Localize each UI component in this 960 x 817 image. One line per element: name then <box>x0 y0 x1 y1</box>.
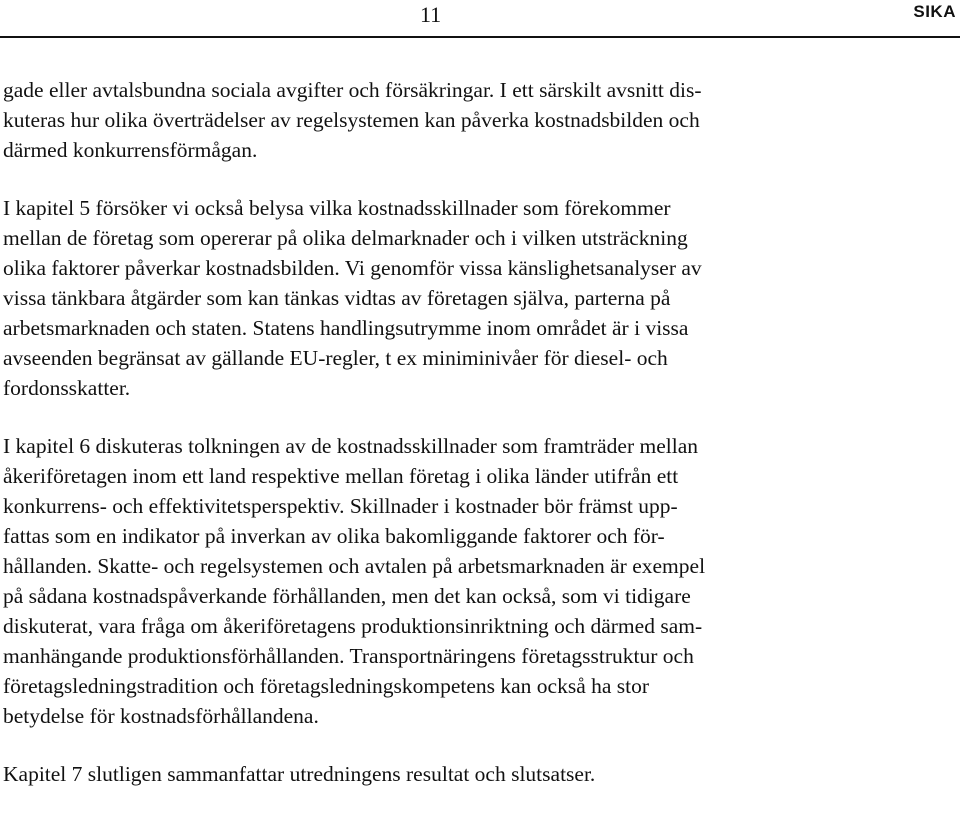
text-line: diskuterat, vara fråga om åkeriföretagens produktionsinriktning och därmed sam- <box>3 614 703 638</box>
text-line: kuteras hur olika överträdelser av regelsystemen kan påverka kostnadsbilden och <box>3 108 700 132</box>
text-line: mellan de företag som opererar på olika delmarknader och i vilken utsträckning <box>3 226 688 250</box>
text-line: fattas som en indikator på inverkan av olika bakomliggande faktorer och för- <box>3 524 665 548</box>
text-line: I kapitel 6 diskuteras tolkningen av de kostnadsskillnader som framträder mellan <box>3 434 698 458</box>
text-line: I kapitel 5 försöker vi också belysa vilka kostnadsskillnader som förekommer <box>3 196 671 220</box>
text-line: åkeriföretagen inom ett land respektive mellan företag i olika länder utifrån ett <box>3 464 679 488</box>
text-line: arbetsmarknaden och staten. Statens handlingsutrymme inom området är i vissa <box>3 316 689 340</box>
sika-logo: SIKA <box>913 2 956 21</box>
paragraph-chapter-5 <box>3 193 943 403</box>
page-number: 11 <box>420 2 442 27</box>
paragraph-chapter-6 <box>3 431 943 731</box>
text-line: på sådana kostnadspåverkande förhållanden, men det kan också, som vi tidigare <box>3 584 691 608</box>
header-divider <box>0 36 960 38</box>
text-line: Kapitel 7 slutligen sammanfattar utredningens resultat och slutsatser. <box>3 762 596 786</box>
text-line: därmed konkurrensförmågan. <box>3 138 258 162</box>
text-line: fordonsskatter. <box>3 376 131 400</box>
text-line: gade eller avtalsbundna sociala avgifter och försäkringar. I ett särskilt avsnitt dis- <box>3 78 702 102</box>
body-text <box>3 75 943 817</box>
paragraph-chapter-7 <box>3 759 943 789</box>
text-line: betydelse för kostnadsförhållandena. <box>3 704 319 728</box>
page-header <box>0 0 960 40</box>
text-line: företagsledningstradition och företagsledningskompetens kan också ha stor <box>3 674 650 698</box>
text-line: hållanden. Skatte- och regelsystemen och avtalen på arbetsmarknaden är exempel <box>3 554 706 578</box>
text-line: konkurrens- och effektivitetsperspektiv. Skillnader i kostnader bör främst upp- <box>3 494 678 518</box>
text-line: olika faktorer påverkar kostnadsbilden. Vi genomför vissa känslighetsanalyser av <box>3 256 702 280</box>
paragraph-intro-continued <box>3 75 943 165</box>
text-line: vissa tänkbara åtgärder som kan tänkas vidtas av företagen själva, parterna på <box>3 286 671 310</box>
text-line: avseenden begränsat av gällande EU-regler, t ex miniminivåer för diesel- och <box>3 346 668 370</box>
text-line: manhängande produktionsförhållanden. Transportnäringens företagsstruktur och <box>3 644 694 668</box>
